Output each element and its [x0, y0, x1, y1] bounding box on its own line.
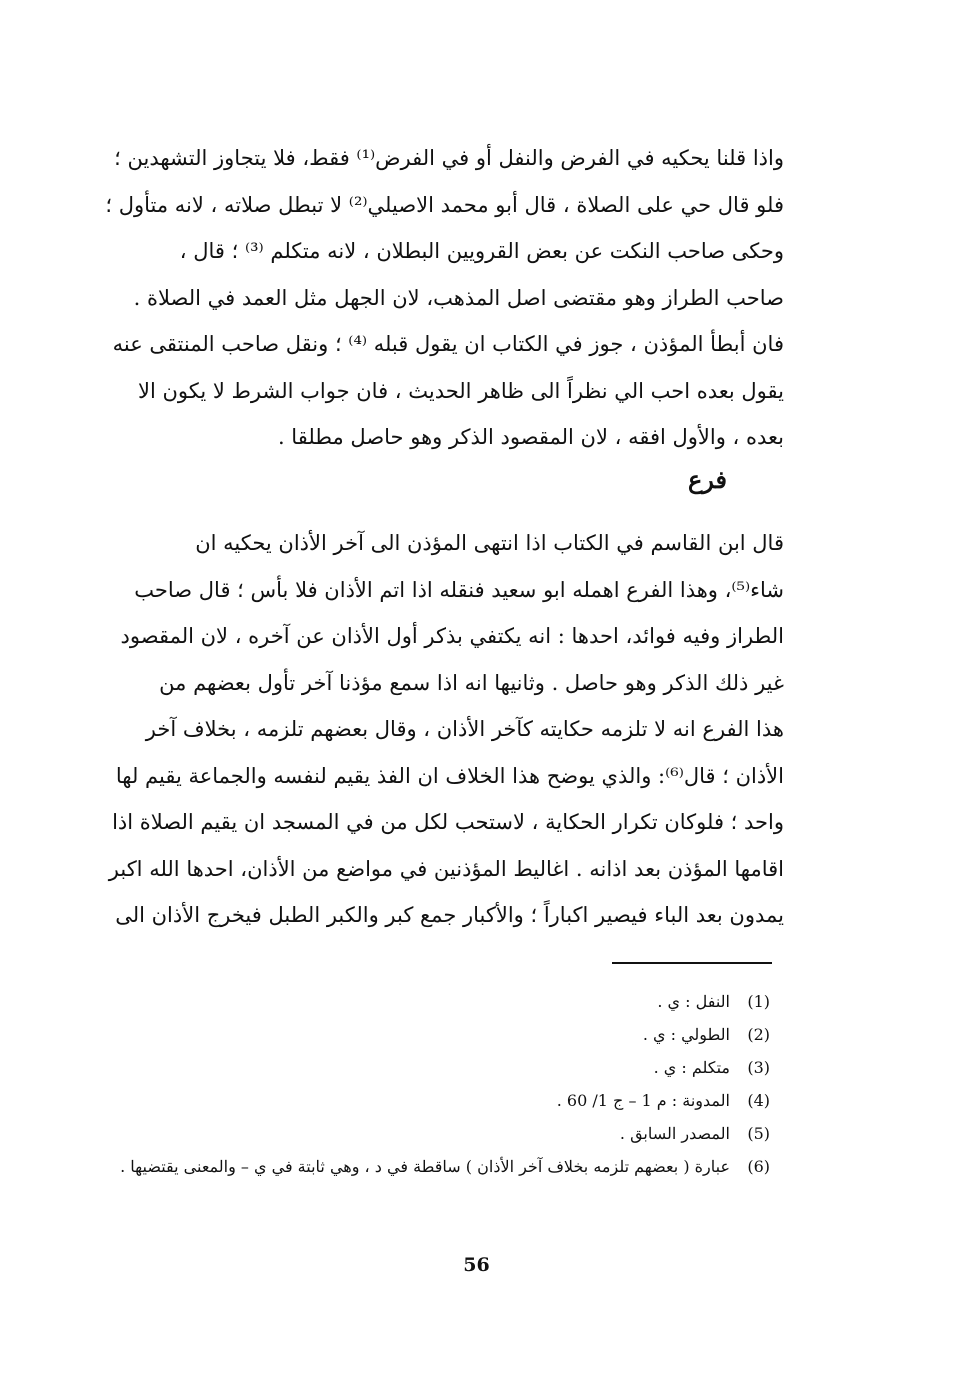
footnote-text: الطولي : ي .	[642, 1025, 730, 1044]
paragraph-2	[104, 520, 784, 939]
footnote	[110, 1018, 770, 1051]
text-line: الأذان ؛ قال⁽⁶⁾: والذي يوضح هذا الخلاف ان الفذ يقيم لنفسه والجماعة يقيم لها	[115, 763, 784, 788]
footnote-number: (2)	[747, 1025, 770, 1044]
text-line: غير ذلك الذكر وهو حاصل . وثانيها انه اذا سمع مؤذنا آخر تأول بعضهم من	[159, 670, 784, 695]
text-line: بعده ، والأول افقه ، لان المقصود الذكر وهو حاصل مطلقا .	[277, 425, 784, 449]
footnote-text: متكلم : ي .	[653, 1058, 730, 1077]
footnote-divider	[612, 962, 772, 964]
text-line: هذا الفرع انه لا تلزمه حكايته كآخر الأذان ، وقال بعضهم تلزمه ، بخلاف آخر	[145, 717, 784, 741]
footnote	[110, 1084, 770, 1117]
paragraph-1	[104, 135, 784, 461]
footnote-number: (5)	[747, 1124, 770, 1143]
text-line: صاحب الطراز وهو مقتضى اصل المذهب، لان الجهل مثل العمد في الصلاة .	[133, 285, 784, 310]
text-line: يمدون بعد الباء فيصير اكباراً ؛ والأكبار جمع كبر والكبر الطبل فيخرج الأذان الى	[115, 903, 784, 927]
footnote-text: النفل : ي .	[657, 992, 730, 1011]
text-line: وحكى صاحب النكت عن بعض القرويين البطلان ، لانه متكلم ⁽³⁾ ؛ قال ،	[179, 239, 784, 263]
text-line: يقول بعده احب الي نظراً الى ظاهر الحديث ، فان جواب الشرط لا يكون الا	[137, 378, 784, 403]
text-line: شاء⁽⁵⁾، وهذا الفرع اهمله ابو سعيد فنقله اذا اتم الأذان فلا بأس ؛ قال صاحب	[134, 577, 784, 602]
footnote-text: المدونة : م 1 – ج 1/ 60 .	[556, 1091, 730, 1110]
text-line: اقامها المؤذن بعد اذانه . اغاليط المؤذنين في مواضع من الأذان، احدها الله اكبر	[108, 856, 784, 881]
footnote-number: (3)	[747, 1058, 770, 1077]
footnote	[110, 1150, 770, 1183]
text-line: فان أبطأ المؤذن ، جوز في الكتاب ان يقول قبله ⁽⁴⁾ ؛ ونقل صاحب المنتقى عنه	[112, 332, 784, 356]
text-line: فلو قال حي على الصلاة ، قال أبو محمد الاصيلي⁽²⁾ لا تبطل صلاته ، لانه متأول ؛	[105, 192, 784, 217]
footnote	[110, 1051, 770, 1084]
footnote-number: (4)	[747, 1091, 770, 1110]
text-line: الطراز وفيه فوائد، احدها : انه يكتفي بذكر أول الأذان عن آخره ، لان المقصود	[120, 624, 784, 648]
page-number: 56	[463, 1254, 490, 1276]
footnote	[110, 1117, 770, 1150]
footnotes	[110, 985, 770, 1183]
footnote-text: عبارة ( بعضهم تلزمه بخلاف آخر الأذان ) ساقطة في د ، وهي ثابتة في ي – والمعنى يقتضيها .	[120, 1157, 730, 1176]
text-line: واذا قلنا يحكيه في الفرض والنفل أو في الفرض⁽¹⁾ فقط، فلا يتجاوز التشهدين ؛	[114, 146, 784, 170]
footnote	[110, 985, 770, 1018]
footnote-text: المصدر السابق .	[619, 1124, 730, 1143]
footnote-number: (6)	[747, 1157, 770, 1176]
section-heading: فرع	[687, 465, 727, 494]
text-line: قال ابن القاسم في الكتاب اذا انتهى المؤذن الى آخر الأذان يحكيه ان	[195, 531, 784, 555]
text-line: واحد ؛ فلوكان تكرار الحكاية ، لاستحب لكل من في المسجد ان يقيم الصلاة اذا	[112, 810, 784, 834]
footnote-number: (1)	[747, 992, 770, 1011]
